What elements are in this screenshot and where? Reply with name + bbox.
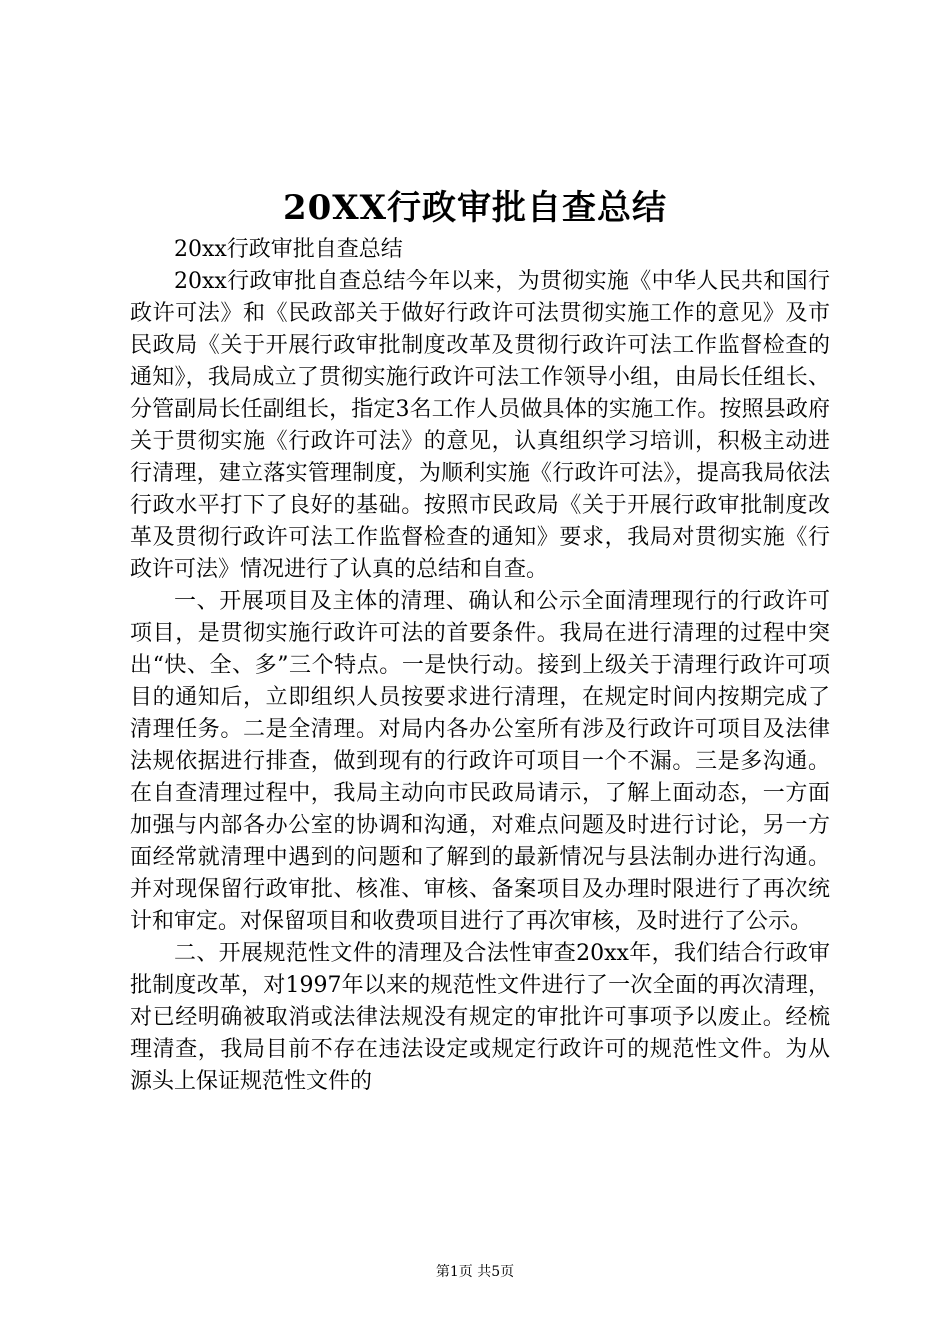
body-paragraph: 一、开展项目及主体的清理、确认和公示全面清理现行的行政许可项目，是贯彻实施行政许可法的首要条件。我局在进行清理的过程中突出“快、全、多”三个特点。一是快行动。接到上级关于清理行政许可项目的通知后，立即组织人员按要求进行清理，在规定时间内按期完成了清理任务。二是全清理。对局内各办公室所有涉及行政许可项目及法律法规依据进行排查，做到现有的行政许可项目一个不漏。三是多沟通。在自查清理过程中，我局主动向市民政局请示，了解上面动态，一方面加强与内部各办公室的协调和沟通，对难点问题及时进行讨论，另一方面经常就清理中遇到的问题和了解到的最新情况与县法制办进行沟通。并对现保留行政审批、核准、审核、备案项目及办理时限进行了再次统计和审定。对保留项目和收费项目进行了再次审核，及时进行了公示。 [130,589,830,934]
body-paragraph: 20xx行政审批自查总结 [174,237,403,262]
document-title: 20XX行政审批自查总结 [282,188,668,228]
page-footer: 第1页 共5页 [435,1264,515,1280]
document-body [130,234,830,1098]
body-paragraph: 二、开展规范性文件的清理及合法性审查20xx年，我们结合行政审批制度改革，对1997年以来的规范性文件进行了一次全面的再次清理，对已经明确被取消或法律法规没有规定的审批许可事项予以废止。经梳理清查，我局目前不存在违法设定或规定行政许可的规范性文件。为从源头上保证规范性文件的 [130,941,830,1094]
body-paragraph: 20xx行政审批自查总结今年以来，为贯彻实施《中华人民共和国行政许可法》和《民政部关于做好行政许可法贯彻实施工作的意见》及市民政局《关于开展行政审批制度改革及贯彻行政许可法工作监督检查的通知》，我局成立了贯彻实施行政许可法工作领导小组，由局长任组长、分管副局长任副组长，指定3名工作人员做具体的实施工作。按照县政府关于贯彻实施《行政许可法》的意见，认真组织学习培训，积极主动进行清理，建立落实管理制度，为顺利实施《行政许可法》，提高我局依法行政水平打下了良好的基础。按照市民政局《关于开展行政审批制度改革及贯彻行政许可法工作监督检查的通知》要求，我局对贯彻实施《行政许可法》情况进行了认真的总结和自查。 [130,269,830,582]
